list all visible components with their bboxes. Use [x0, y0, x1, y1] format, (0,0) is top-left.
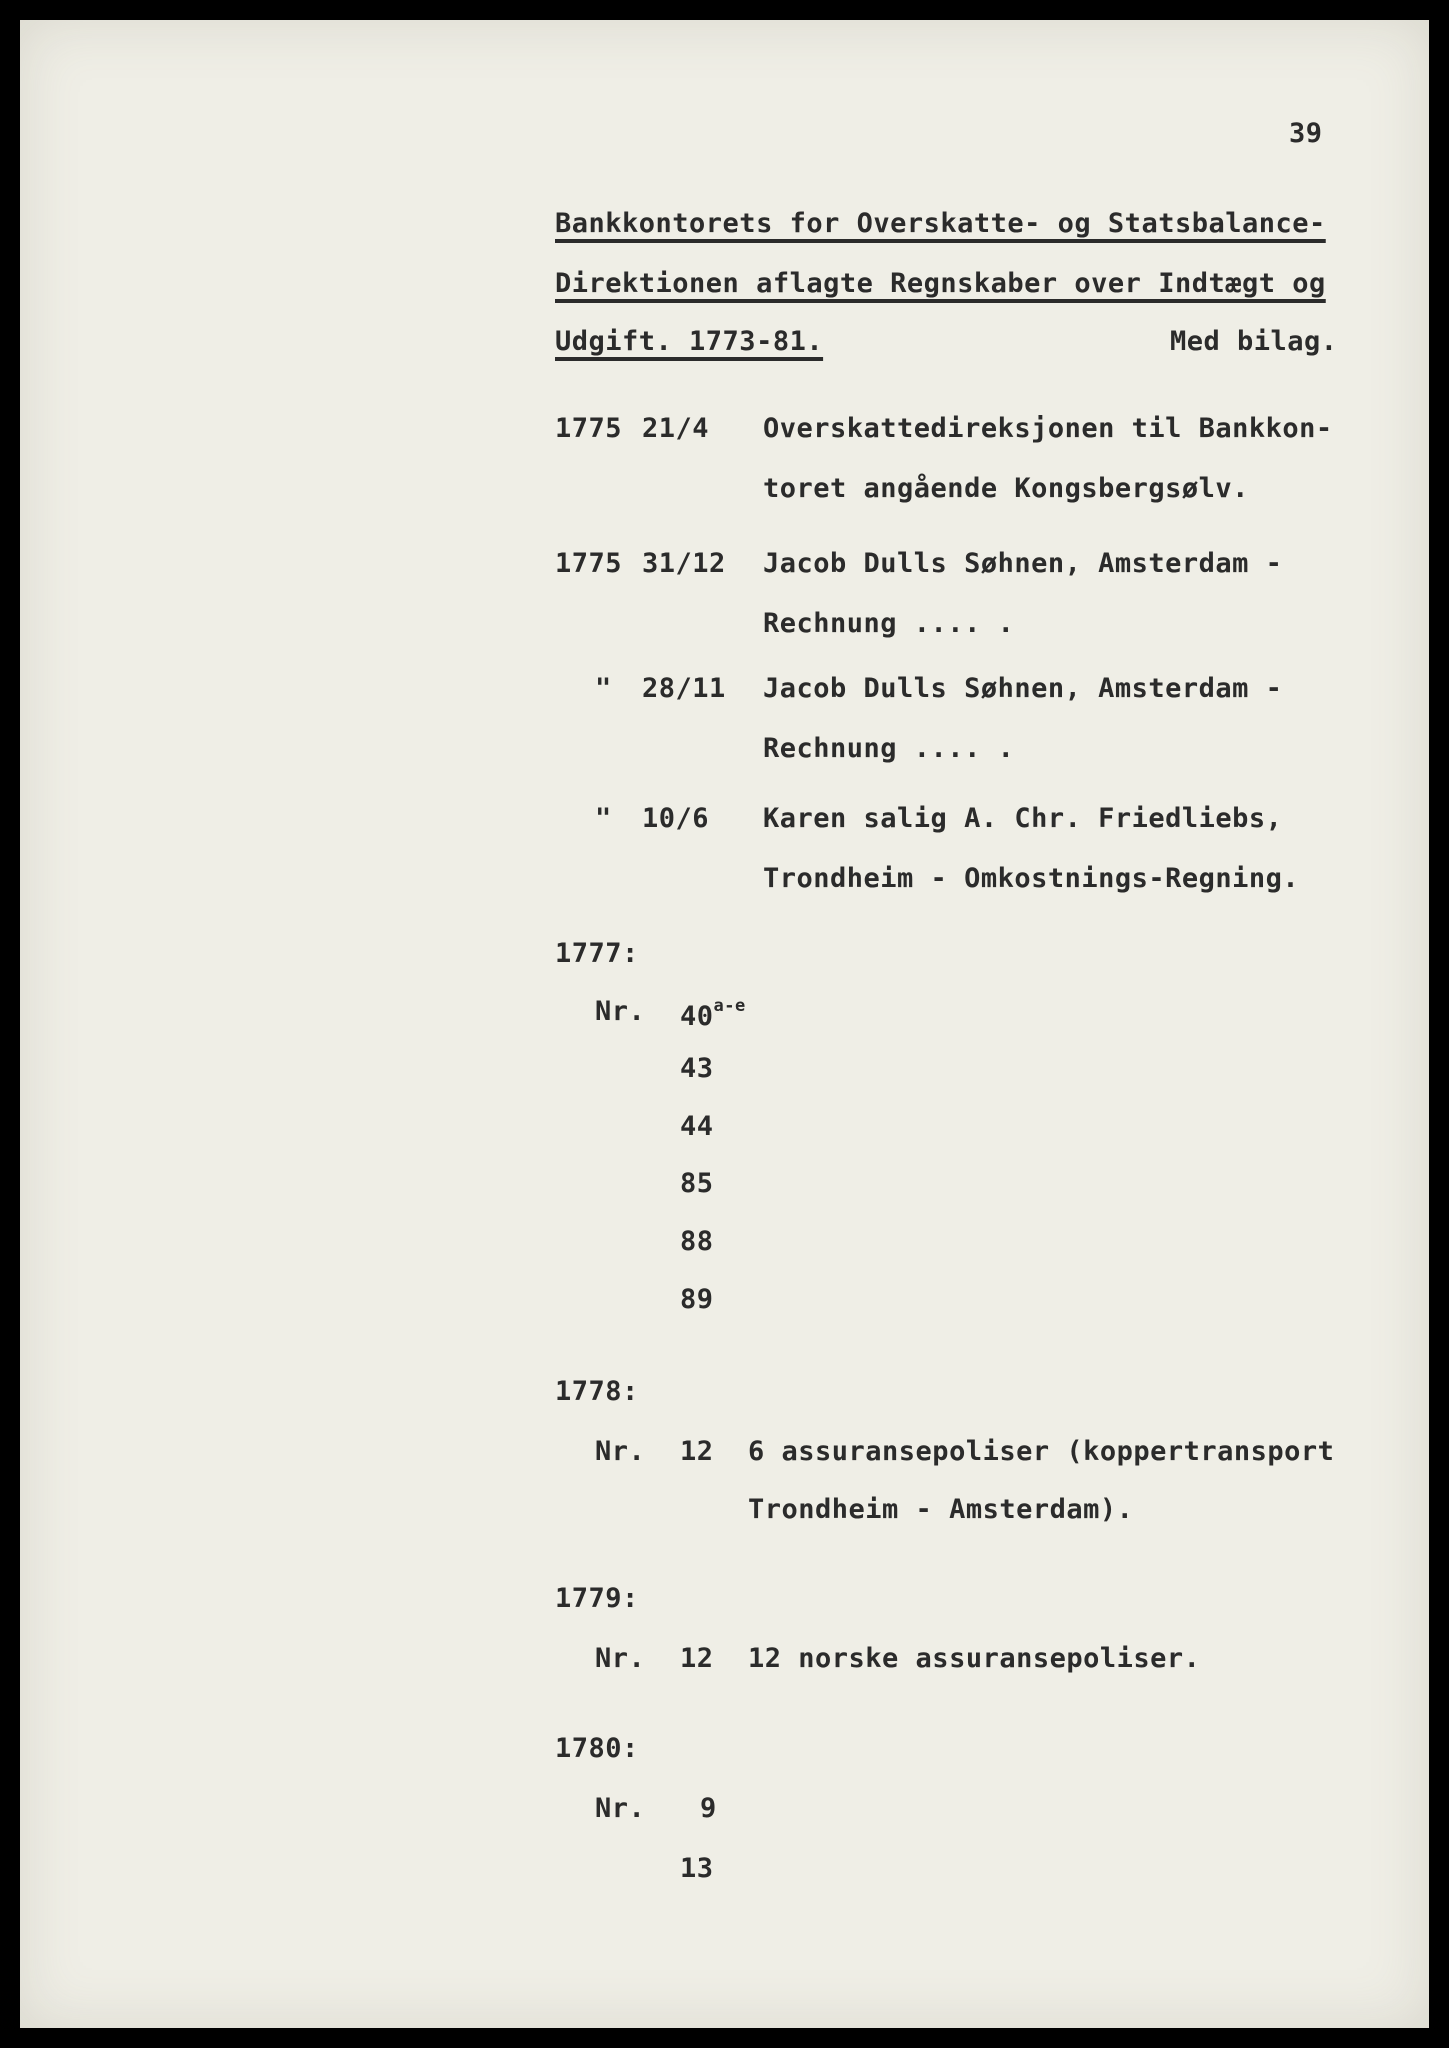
entry-year: 1775	[555, 413, 623, 444]
title-line-1: Bankkontorets for Overskatte- og Statsbalance-	[555, 208, 1326, 239]
entry-date: 21/4	[642, 413, 710, 444]
document-page	[20, 20, 1429, 2028]
entry-text: Overskattedireksjonen til Bankkon-	[763, 413, 1333, 444]
nr-value: 40$^{a-e}$	[680, 996, 746, 1032]
nr-value: 89	[680, 1284, 714, 1315]
entry-text: Jacob Dulls Søhnen, Amsterdam -	[763, 673, 1283, 704]
nr-label: Nr.	[595, 1643, 646, 1674]
nr-value: 88	[680, 1226, 714, 1257]
entry-ditto: "	[595, 673, 612, 704]
nr-label: Nr.	[595, 1793, 646, 1824]
year-heading: 1777:	[555, 938, 639, 969]
entry-text: toret angående Kongsbergsølv.	[763, 473, 1249, 504]
entry-text: 12 norske assuransepoliser.	[748, 1643, 1201, 1674]
nr-label: Nr.	[595, 996, 646, 1027]
nr-value: 43	[680, 1053, 714, 1084]
entry-text: Trondheim - Omkostnings-Regning.	[763, 863, 1300, 894]
entry-text: Jacob Dulls Søhnen, Amsterdam -	[763, 548, 1283, 579]
nr-value: 12	[680, 1436, 714, 1467]
entry-date: 10/6	[642, 803, 710, 834]
title-line-2: Direktionen aflagte Regnskaber over Indtægt og	[555, 268, 1326, 299]
entry-text: Rechnung .... .	[763, 608, 1015, 639]
entry-ditto: "	[595, 803, 612, 834]
nr-label: Nr.	[595, 1436, 646, 1467]
year-heading: 1780:	[555, 1733, 639, 1764]
entry-text: Rechnung .... .	[763, 733, 1015, 764]
nr-range: a-e	[713, 996, 746, 1016]
year-heading: 1779:	[555, 1583, 639, 1614]
page-number: 39	[1289, 118, 1323, 149]
title-line-3: Udgift. 1773-81.	[555, 326, 824, 357]
entry-date: 28/11	[642, 673, 726, 704]
entry-year: 1775	[555, 548, 623, 579]
year-heading: 1778:	[555, 1376, 639, 1407]
entry-text: Trondheim - Amsterdam).	[748, 1494, 1134, 1525]
entry-text: 6 assuransepoliser (koppertransport	[748, 1436, 1335, 1467]
nr-value: 13	[680, 1853, 714, 1884]
entry-date: 31/12	[642, 548, 726, 579]
nr-value: 44	[680, 1111, 714, 1142]
nr-value: 12	[680, 1643, 714, 1674]
nr-value: 85	[680, 1168, 714, 1199]
entry-text: Karen salig A. Chr. Friedliebs,	[763, 803, 1283, 834]
title-note: Med bilag.	[1170, 326, 1338, 357]
nr-value: 9	[700, 1793, 717, 1824]
